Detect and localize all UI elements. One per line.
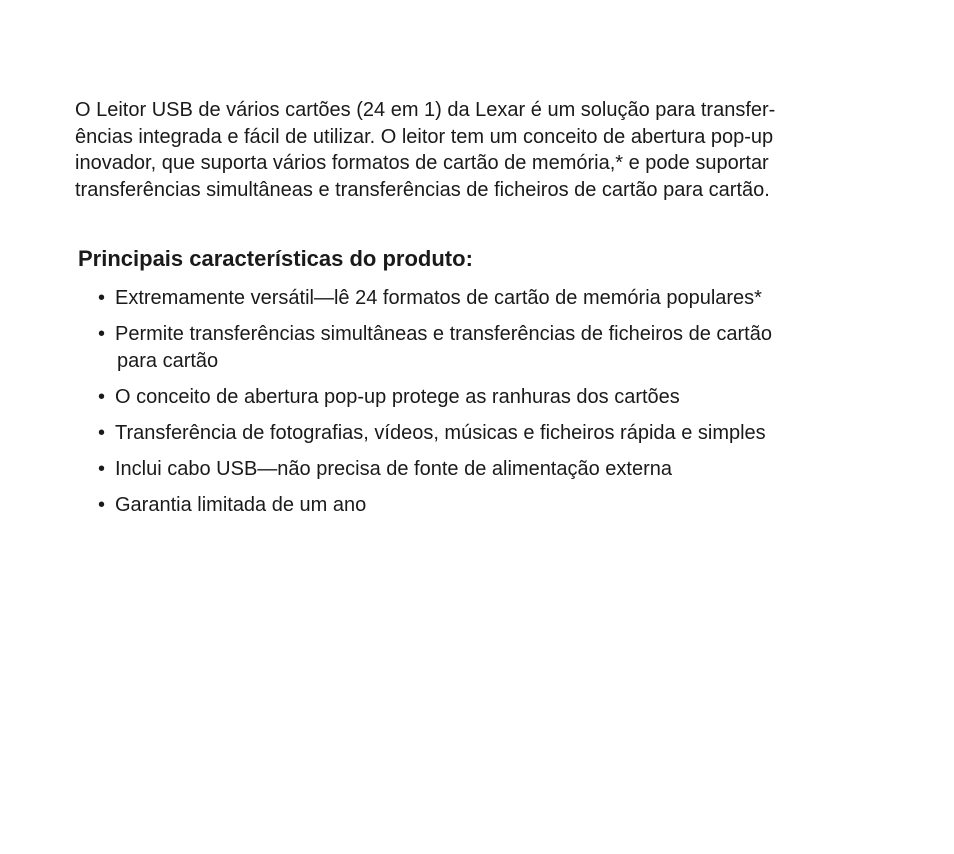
intro-paragraph <box>75 97 895 203</box>
feature-item-warranty <box>98 492 772 519</box>
feature-text: Extremamente versátil—lê 24 formatos de cartão de memória populares* <box>115 287 762 309</box>
bullet-icon: • <box>98 323 106 345</box>
bullet-icon: • <box>98 287 106 309</box>
feature-text-continued: para cartão <box>117 349 219 372</box>
feature-item-popup-design <box>98 384 772 411</box>
bullet-icon: • <box>98 385 106 408</box>
feature-item-versatile <box>98 285 772 312</box>
feature-item-usb-cable <box>98 456 772 483</box>
feature-text: Garantia limitada de um ano <box>115 493 367 516</box>
intro-line: ências integrada e fácil de utilizar. O leitor tem um conceito de abertura pop-up <box>75 125 774 148</box>
features-heading: Principais características do produto: <box>78 246 473 271</box>
feature-text: Transferência de fotografias, vídeos, músicas e ficheiros rápida e simples <box>115 421 766 444</box>
intro-line: transferências simultâneas e transferências de ficheiros de cartão para cartão. <box>75 178 770 201</box>
intro-line: inovador, que suporta vários formatos de cartão de memória,* e pode suportar <box>75 152 769 174</box>
intro-line: O Leitor USB de vários cartões (24 em 1) da Lexar é um solução para transfer- <box>75 99 776 121</box>
feature-text: O conceito de abertura pop-up protege as ranhuras dos cartões <box>115 385 680 408</box>
feature-item-transfers <box>98 321 772 374</box>
feature-item-fast-transfer <box>98 420 772 447</box>
feature-text: Permite transferências simultâneas e transferências de ficheiros de cartão <box>115 323 772 345</box>
features-list <box>98 285 772 528</box>
feature-text: Inclui cabo USB—não precisa de fonte de alimentação externa <box>115 457 673 480</box>
bullet-icon: • <box>98 457 106 480</box>
bullet-icon: • <box>98 421 106 444</box>
bullet-icon: • <box>98 493 106 516</box>
